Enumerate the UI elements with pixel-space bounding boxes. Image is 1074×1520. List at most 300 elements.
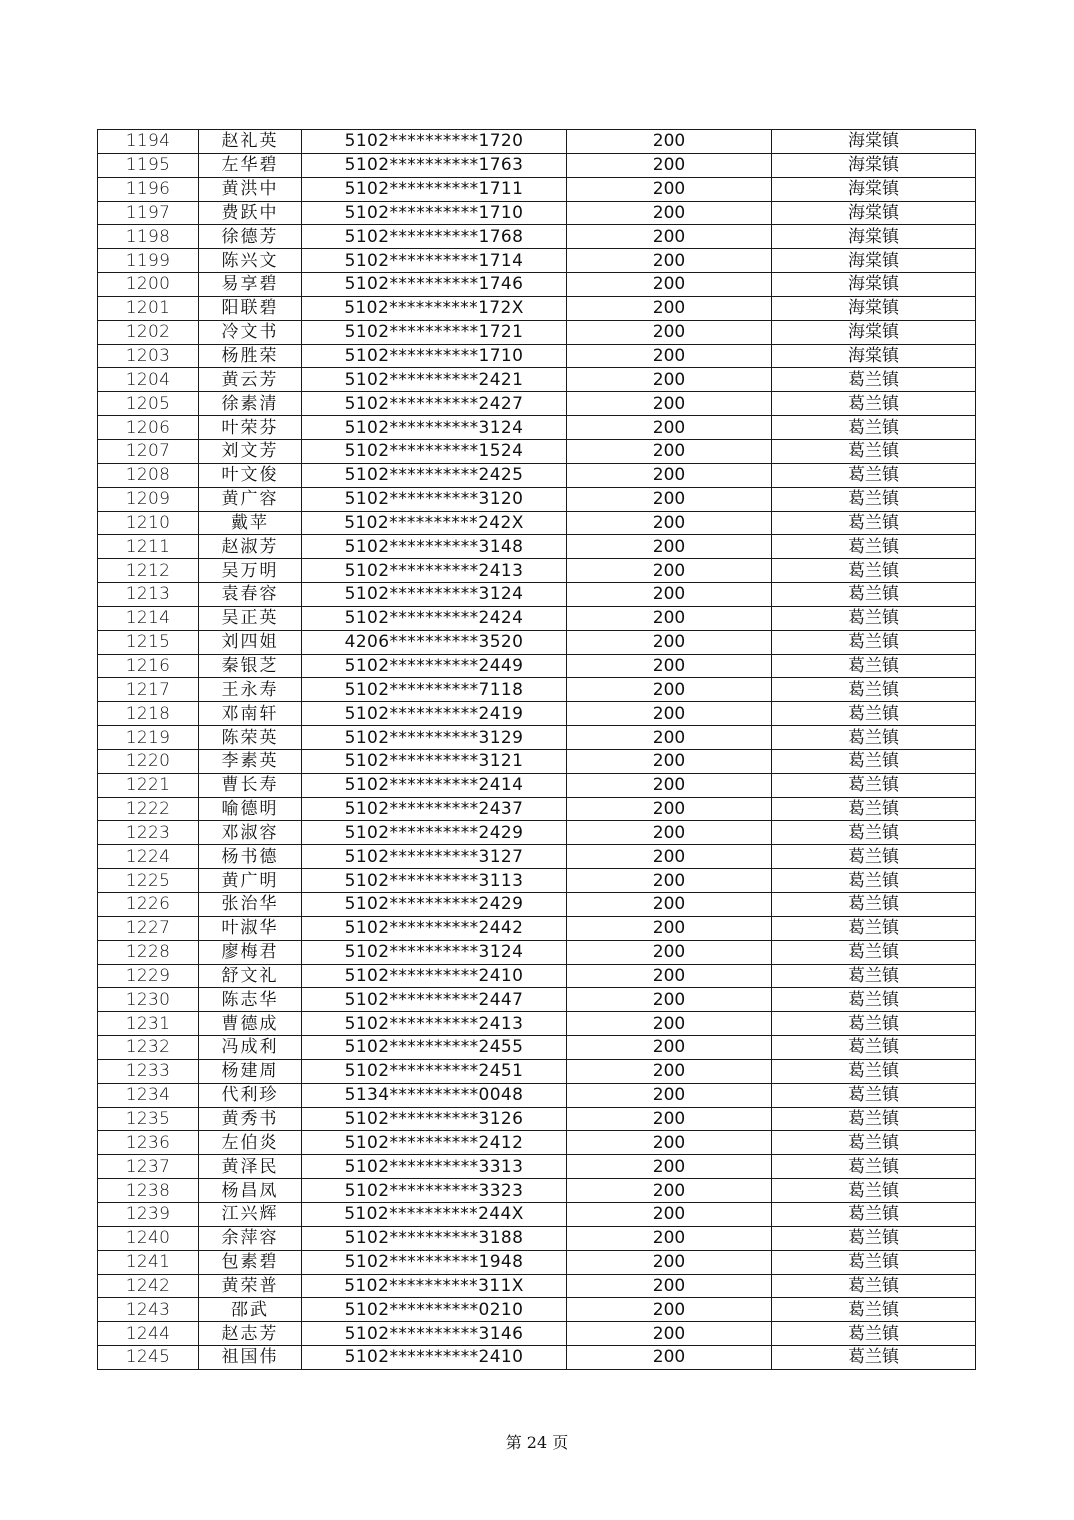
row-number-cell: 1204: [98, 368, 199, 392]
town-cell: 葛兰镇: [772, 749, 976, 773]
row-number-cell: 1198: [98, 225, 199, 249]
name-cell: 黄泽民: [199, 1155, 302, 1179]
table-row: [98, 940, 976, 964]
town-cell: 葛兰镇: [772, 511, 976, 535]
id-number-cell: 5102**********311X: [302, 1274, 567, 1298]
amount-cell: 200: [567, 726, 772, 750]
name-cell: 祖国伟: [199, 1346, 302, 1370]
id-number-cell: 5102**********2419: [302, 702, 567, 726]
name-cell: 邵武: [199, 1298, 302, 1322]
amount-cell: 200: [567, 1131, 772, 1155]
row-number-cell: 1242: [98, 1274, 199, 1298]
amount-cell: 200: [567, 1250, 772, 1274]
row-number-cell: 1211: [98, 535, 199, 559]
table-row: [98, 845, 976, 869]
town-cell: 葛兰镇: [772, 1250, 976, 1274]
name-cell: 冯成利: [199, 1036, 302, 1060]
row-number-cell: 1203: [98, 344, 199, 368]
name-cell: 陈志华: [199, 988, 302, 1012]
town-cell: 葛兰镇: [772, 392, 976, 416]
name-cell: 赵志芳: [199, 1322, 302, 1346]
town-cell: 葛兰镇: [772, 606, 976, 630]
name-cell: 黄荣普: [199, 1274, 302, 1298]
id-number-cell: 5102**********3113: [302, 869, 567, 893]
row-number-cell: 1231: [98, 1012, 199, 1036]
table-row: [98, 535, 976, 559]
table-row: [98, 201, 976, 225]
amount-cell: 200: [567, 487, 772, 511]
amount-cell: 200: [567, 869, 772, 893]
name-cell: 包素碧: [199, 1250, 302, 1274]
town-cell: 海棠镇: [772, 201, 976, 225]
amount-cell: 200: [567, 1107, 772, 1131]
name-cell: 陈兴文: [199, 249, 302, 273]
name-cell: 吴万明: [199, 559, 302, 583]
id-number-cell: 5102**********1720: [302, 130, 567, 154]
town-cell: 葛兰镇: [772, 1179, 976, 1203]
amount-cell: 200: [567, 893, 772, 917]
name-cell: 秦银芝: [199, 654, 302, 678]
id-number-cell: 5102**********1721: [302, 320, 567, 344]
row-number-cell: 1241: [98, 1250, 199, 1274]
name-cell: 叶文俊: [199, 463, 302, 487]
name-cell: 易享碧: [199, 273, 302, 297]
town-cell: 海棠镇: [772, 153, 976, 177]
amount-cell: 200: [567, 583, 772, 607]
name-cell: 赵礼英: [199, 130, 302, 154]
id-number-cell: 5102**********3124: [302, 583, 567, 607]
town-cell: 葛兰镇: [772, 678, 976, 702]
name-cell: 曹德成: [199, 1012, 302, 1036]
id-number-cell: 5102**********172X: [302, 296, 567, 320]
town-cell: 海棠镇: [772, 344, 976, 368]
amount-cell: 200: [567, 559, 772, 583]
table-row: [98, 1012, 976, 1036]
table-row: [98, 654, 976, 678]
amount-cell: 200: [567, 845, 772, 869]
row-number-cell: 1217: [98, 678, 199, 702]
id-number-cell: 5102**********3124: [302, 940, 567, 964]
amount-cell: 200: [567, 320, 772, 344]
id-number-cell: 5102**********1710: [302, 344, 567, 368]
town-cell: 海棠镇: [772, 273, 976, 297]
row-number-cell: 1209: [98, 487, 199, 511]
id-number-cell: 5102**********3121: [302, 749, 567, 773]
row-number-cell: 1234: [98, 1083, 199, 1107]
id-number-cell: 5102**********2447: [302, 988, 567, 1012]
name-cell: 代利珍: [199, 1083, 302, 1107]
town-cell: 葛兰镇: [772, 1059, 976, 1083]
row-number-cell: 1202: [98, 320, 199, 344]
name-cell: 叶淑华: [199, 916, 302, 940]
amount-cell: 200: [567, 273, 772, 297]
table-row: [98, 1346, 976, 1370]
id-number-cell: 5102**********2413: [302, 1012, 567, 1036]
amount-cell: 200: [567, 1059, 772, 1083]
town-cell: 葛兰镇: [772, 916, 976, 940]
id-number-cell: 5102**********1768: [302, 225, 567, 249]
town-cell: 葛兰镇: [772, 368, 976, 392]
name-cell: 舒文礼: [199, 964, 302, 988]
amount-cell: 200: [567, 344, 772, 368]
amount-cell: 200: [567, 678, 772, 702]
amount-cell: 200: [567, 130, 772, 154]
table-row: [98, 249, 976, 273]
id-number-cell: 5102**********1710: [302, 201, 567, 225]
row-number-cell: 1235: [98, 1107, 199, 1131]
table-row: [98, 1107, 976, 1131]
town-cell: 葛兰镇: [772, 1012, 976, 1036]
page-number: 第 24 页: [505, 1433, 569, 1452]
id-number-cell: 5102**********2429: [302, 821, 567, 845]
amount-cell: 200: [567, 1226, 772, 1250]
town-cell: 葛兰镇: [772, 988, 976, 1012]
table-row: [98, 344, 976, 368]
town-cell: 葛兰镇: [772, 964, 976, 988]
name-cell: 赵淑芳: [199, 535, 302, 559]
name-cell: 阳联碧: [199, 296, 302, 320]
town-cell: 葛兰镇: [772, 416, 976, 440]
name-cell: 刘四姐: [199, 630, 302, 654]
town-cell: 海棠镇: [772, 296, 976, 320]
row-number-cell: 1244: [98, 1322, 199, 1346]
table-row: [98, 1202, 976, 1226]
amount-cell: 200: [567, 1274, 772, 1298]
amount-cell: 200: [567, 1083, 772, 1107]
table-row: [98, 487, 976, 511]
amount-cell: 200: [567, 416, 772, 440]
id-number-cell: 5102**********3124: [302, 416, 567, 440]
town-cell: 葛兰镇: [772, 535, 976, 559]
id-number-cell: 5102**********3129: [302, 726, 567, 750]
town-cell: 葛兰镇: [772, 1131, 976, 1155]
table-row: [98, 1083, 976, 1107]
amount-cell: 200: [567, 249, 772, 273]
amount-cell: 200: [567, 296, 772, 320]
town-cell: 葛兰镇: [772, 893, 976, 917]
table-row: [98, 416, 976, 440]
row-number-cell: 1214: [98, 606, 199, 630]
amount-cell: 200: [567, 463, 772, 487]
id-number-cell: 5102**********1524: [302, 439, 567, 463]
amount-cell: 200: [567, 439, 772, 463]
town-cell: 葛兰镇: [772, 1083, 976, 1107]
table-row: [98, 1274, 976, 1298]
row-number-cell: 1224: [98, 845, 199, 869]
id-number-cell: 5102**********2412: [302, 1131, 567, 1155]
row-number-cell: 1200: [98, 273, 199, 297]
row-number-cell: 1199: [98, 249, 199, 273]
table-row: [98, 630, 976, 654]
table-row: [98, 392, 976, 416]
amount-cell: 200: [567, 797, 772, 821]
amount-cell: 200: [567, 964, 772, 988]
id-number-cell: 5102**********3323: [302, 1179, 567, 1203]
town-cell: 海棠镇: [772, 130, 976, 154]
town-cell: 葛兰镇: [772, 821, 976, 845]
row-number-cell: 1220: [98, 749, 199, 773]
row-number-cell: 1236: [98, 1131, 199, 1155]
name-cell: 陈荣英: [199, 726, 302, 750]
id-number-cell: 5102**********7118: [302, 678, 567, 702]
table-row: [98, 1036, 976, 1060]
table-row: [98, 869, 976, 893]
town-cell: 葛兰镇: [772, 1274, 976, 1298]
table-row: [98, 1179, 976, 1203]
table-row: [98, 153, 976, 177]
town-cell: 海棠镇: [772, 320, 976, 344]
row-number-cell: 1228: [98, 940, 199, 964]
id-number-cell: 5102**********3120: [302, 487, 567, 511]
amount-cell: 200: [567, 821, 772, 845]
id-number-cell: 5102**********2449: [302, 654, 567, 678]
name-cell: 喻德明: [199, 797, 302, 821]
table-row: [98, 1298, 976, 1322]
id-number-cell: 5102**********3188: [302, 1226, 567, 1250]
table-row: [98, 177, 976, 201]
town-cell: 葛兰镇: [772, 1107, 976, 1131]
row-number-cell: 1197: [98, 201, 199, 225]
id-number-cell: 5102**********2437: [302, 797, 567, 821]
amount-cell: 200: [567, 1346, 772, 1370]
table-row: [98, 773, 976, 797]
table-row: [98, 606, 976, 630]
row-number-cell: 1201: [98, 296, 199, 320]
row-number-cell: 1226: [98, 893, 199, 917]
table-body: [98, 130, 976, 1370]
table-row: [98, 273, 976, 297]
row-number-cell: 1205: [98, 392, 199, 416]
amount-cell: 200: [567, 606, 772, 630]
town-cell: 葛兰镇: [772, 439, 976, 463]
amount-cell: 200: [567, 368, 772, 392]
town-cell: 葛兰镇: [772, 1322, 976, 1346]
table-row: [98, 916, 976, 940]
name-cell: 左华碧: [199, 153, 302, 177]
id-number-cell: 5102**********2413: [302, 559, 567, 583]
name-cell: 杨胜荣: [199, 344, 302, 368]
town-cell: 葛兰镇: [772, 702, 976, 726]
table-row: [98, 225, 976, 249]
town-cell: 海棠镇: [772, 249, 976, 273]
table-row: [98, 320, 976, 344]
town-cell: 海棠镇: [772, 225, 976, 249]
id-number-cell: 5102**********3146: [302, 1322, 567, 1346]
name-cell: 徐素清: [199, 392, 302, 416]
table-row: [98, 368, 976, 392]
name-cell: 黄广容: [199, 487, 302, 511]
amount-cell: 200: [567, 177, 772, 201]
row-number-cell: 1233: [98, 1059, 199, 1083]
name-cell: 李素英: [199, 749, 302, 773]
id-number-cell: 5102**********3313: [302, 1155, 567, 1179]
town-cell: 葛兰镇: [772, 940, 976, 964]
amount-cell: 200: [567, 153, 772, 177]
name-cell: 袁春容: [199, 583, 302, 607]
table-row: [98, 1322, 976, 1346]
town-cell: 葛兰镇: [772, 559, 976, 583]
town-cell: 葛兰镇: [772, 1226, 976, 1250]
table-row: [98, 893, 976, 917]
table-row: [98, 583, 976, 607]
name-cell: 黄洪中: [199, 177, 302, 201]
table-row: [98, 296, 976, 320]
amount-cell: 200: [567, 1155, 772, 1179]
name-cell: 余萍容: [199, 1226, 302, 1250]
name-cell: 江兴辉: [199, 1202, 302, 1226]
subsidy-table: [97, 129, 976, 1370]
row-number-cell: 1238: [98, 1179, 199, 1203]
town-cell: 葛兰镇: [772, 1202, 976, 1226]
amount-cell: 200: [567, 1322, 772, 1346]
id-number-cell: 5102**********242X: [302, 511, 567, 535]
name-cell: 费跃中: [199, 201, 302, 225]
table-row: [98, 702, 976, 726]
amount-cell: 200: [567, 535, 772, 559]
name-cell: 黄广明: [199, 869, 302, 893]
amount-cell: 200: [567, 1036, 772, 1060]
table-row: [98, 964, 976, 988]
id-number-cell: 5102**********2410: [302, 1346, 567, 1370]
row-number-cell: 1229: [98, 964, 199, 988]
town-cell: 葛兰镇: [772, 1346, 976, 1370]
id-number-cell: 5102**********244X: [302, 1202, 567, 1226]
name-cell: 张治华: [199, 893, 302, 917]
row-number-cell: 1223: [98, 821, 199, 845]
id-number-cell: 5102**********2425: [302, 463, 567, 487]
row-number-cell: 1210: [98, 511, 199, 535]
id-number-cell: 5102**********3127: [302, 845, 567, 869]
id-number-cell: 4206**********3520: [302, 630, 567, 654]
id-number-cell: 5102**********3148: [302, 535, 567, 559]
name-cell: 黄云芳: [199, 368, 302, 392]
town-cell: 葛兰镇: [772, 463, 976, 487]
id-number-cell: 5134**********0048: [302, 1083, 567, 1107]
town-cell: 葛兰镇: [772, 654, 976, 678]
town-cell: 葛兰镇: [772, 1036, 976, 1060]
name-cell: 刘文芳: [199, 439, 302, 463]
name-cell: 杨昌凤: [199, 1179, 302, 1203]
town-cell: 葛兰镇: [772, 487, 976, 511]
table-row: [98, 797, 976, 821]
row-number-cell: 1230: [98, 988, 199, 1012]
row-number-cell: 1207: [98, 439, 199, 463]
table-row: [98, 1059, 976, 1083]
id-number-cell: 5102**********1746: [302, 273, 567, 297]
town-cell: 海棠镇: [772, 177, 976, 201]
amount-cell: 200: [567, 1012, 772, 1036]
row-number-cell: 1216: [98, 654, 199, 678]
name-cell: 杨建周: [199, 1059, 302, 1083]
id-number-cell: 5102**********2410: [302, 964, 567, 988]
amount-cell: 200: [567, 630, 772, 654]
id-number-cell: 5102**********0210: [302, 1298, 567, 1322]
row-number-cell: 1245: [98, 1346, 199, 1370]
id-number-cell: 5102**********2429: [302, 893, 567, 917]
row-number-cell: 1206: [98, 416, 199, 440]
town-cell: 葛兰镇: [772, 869, 976, 893]
town-cell: 葛兰镇: [772, 1298, 976, 1322]
amount-cell: 200: [567, 225, 772, 249]
row-number-cell: 1240: [98, 1226, 199, 1250]
table-row: [98, 726, 976, 750]
amount-cell: 200: [567, 1202, 772, 1226]
id-number-cell: 5102**********1711: [302, 177, 567, 201]
town-cell: 葛兰镇: [772, 583, 976, 607]
id-number-cell: 5102**********2427: [302, 392, 567, 416]
row-number-cell: 1239: [98, 1202, 199, 1226]
amount-cell: 200: [567, 702, 772, 726]
id-number-cell: 5102**********2451: [302, 1059, 567, 1083]
row-number-cell: 1196: [98, 177, 199, 201]
row-number-cell: 1222: [98, 797, 199, 821]
table-row: [98, 463, 976, 487]
row-number-cell: 1218: [98, 702, 199, 726]
row-number-cell: 1195: [98, 153, 199, 177]
name-cell: 左伯炎: [199, 1131, 302, 1155]
name-cell: 廖梅君: [199, 940, 302, 964]
amount-cell: 200: [567, 511, 772, 535]
town-cell: 葛兰镇: [772, 845, 976, 869]
table-row: [98, 1226, 976, 1250]
table-row: [98, 439, 976, 463]
id-number-cell: 5102**********1763: [302, 153, 567, 177]
row-number-cell: 1219: [98, 726, 199, 750]
table-row: [98, 1250, 976, 1274]
table-row: [98, 1131, 976, 1155]
amount-cell: 200: [567, 1179, 772, 1203]
amount-cell: 200: [567, 988, 772, 1012]
table-row: [98, 988, 976, 1012]
data-table-container: [97, 129, 975, 1370]
id-number-cell: 5102**********2442: [302, 916, 567, 940]
id-number-cell: 5102**********2455: [302, 1036, 567, 1060]
amount-cell: 200: [567, 201, 772, 225]
name-cell: 徐德芳: [199, 225, 302, 249]
table-row: [98, 821, 976, 845]
name-cell: 叶荣芬: [199, 416, 302, 440]
row-number-cell: 1194: [98, 130, 199, 154]
table-row: [98, 749, 976, 773]
amount-cell: 200: [567, 773, 772, 797]
id-number-cell: 5102**********1948: [302, 1250, 567, 1274]
row-number-cell: 1225: [98, 869, 199, 893]
amount-cell: 200: [567, 1298, 772, 1322]
row-number-cell: 1212: [98, 559, 199, 583]
name-cell: 王永寿: [199, 678, 302, 702]
row-number-cell: 1243: [98, 1298, 199, 1322]
amount-cell: 200: [567, 940, 772, 964]
name-cell: 曹长寿: [199, 773, 302, 797]
name-cell: 邓淑容: [199, 821, 302, 845]
table-row: [98, 511, 976, 535]
name-cell: 邓南轩: [199, 702, 302, 726]
table-row: [98, 1155, 976, 1179]
table-row: [98, 130, 976, 154]
row-number-cell: 1227: [98, 916, 199, 940]
name-cell: 黄秀书: [199, 1107, 302, 1131]
row-number-cell: 1213: [98, 583, 199, 607]
id-number-cell: 5102**********3126: [302, 1107, 567, 1131]
table-row: [98, 559, 976, 583]
amount-cell: 200: [567, 749, 772, 773]
town-cell: 葛兰镇: [772, 797, 976, 821]
row-number-cell: 1208: [98, 463, 199, 487]
town-cell: 葛兰镇: [772, 630, 976, 654]
id-number-cell: 5102**********2414: [302, 773, 567, 797]
id-number-cell: 5102**********2421: [302, 368, 567, 392]
id-number-cell: 5102**********2424: [302, 606, 567, 630]
